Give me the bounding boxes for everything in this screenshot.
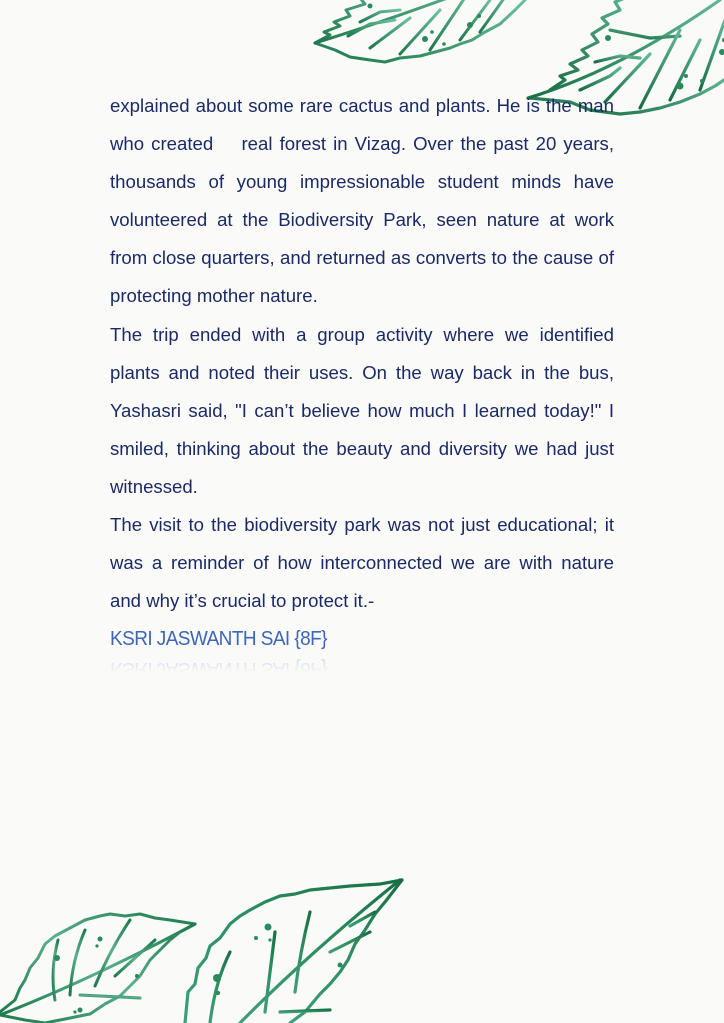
leaf-icon bbox=[0, 900, 200, 1023]
paragraph: The trip ended with a group activity where we identified plants and noted their uses. On the way back in the bus, Yashasri said, "I can’t believe how much I learned today!" I smiled, thinking about the beauty and diversity we had just witnessed. bbox=[110, 323, 614, 497]
leaf-icon bbox=[180, 872, 405, 1023]
document-body bbox=[110, 87, 614, 658]
paragraph: The visit to the biodiversity park was not just educational; it was a reminder of how interconnected we are with nature and why it’s crucial to protect it.- bbox=[110, 514, 614, 612]
leaf-icon bbox=[310, 0, 540, 80]
paragraph: explained about some rare cactus and plants. He is the man who created real forest in Vizag. Over the past 20 years, thousands of young impressionable student minds have volunteered at the Biodiversity Park, seen nature at work from close quarters, and returned as converts to the cause of protecting mother nature. bbox=[110, 95, 614, 307]
author-signature bbox=[110, 620, 614, 658]
author-name: KSRI JASWANTH SAI {8F} bbox=[110, 628, 327, 651]
